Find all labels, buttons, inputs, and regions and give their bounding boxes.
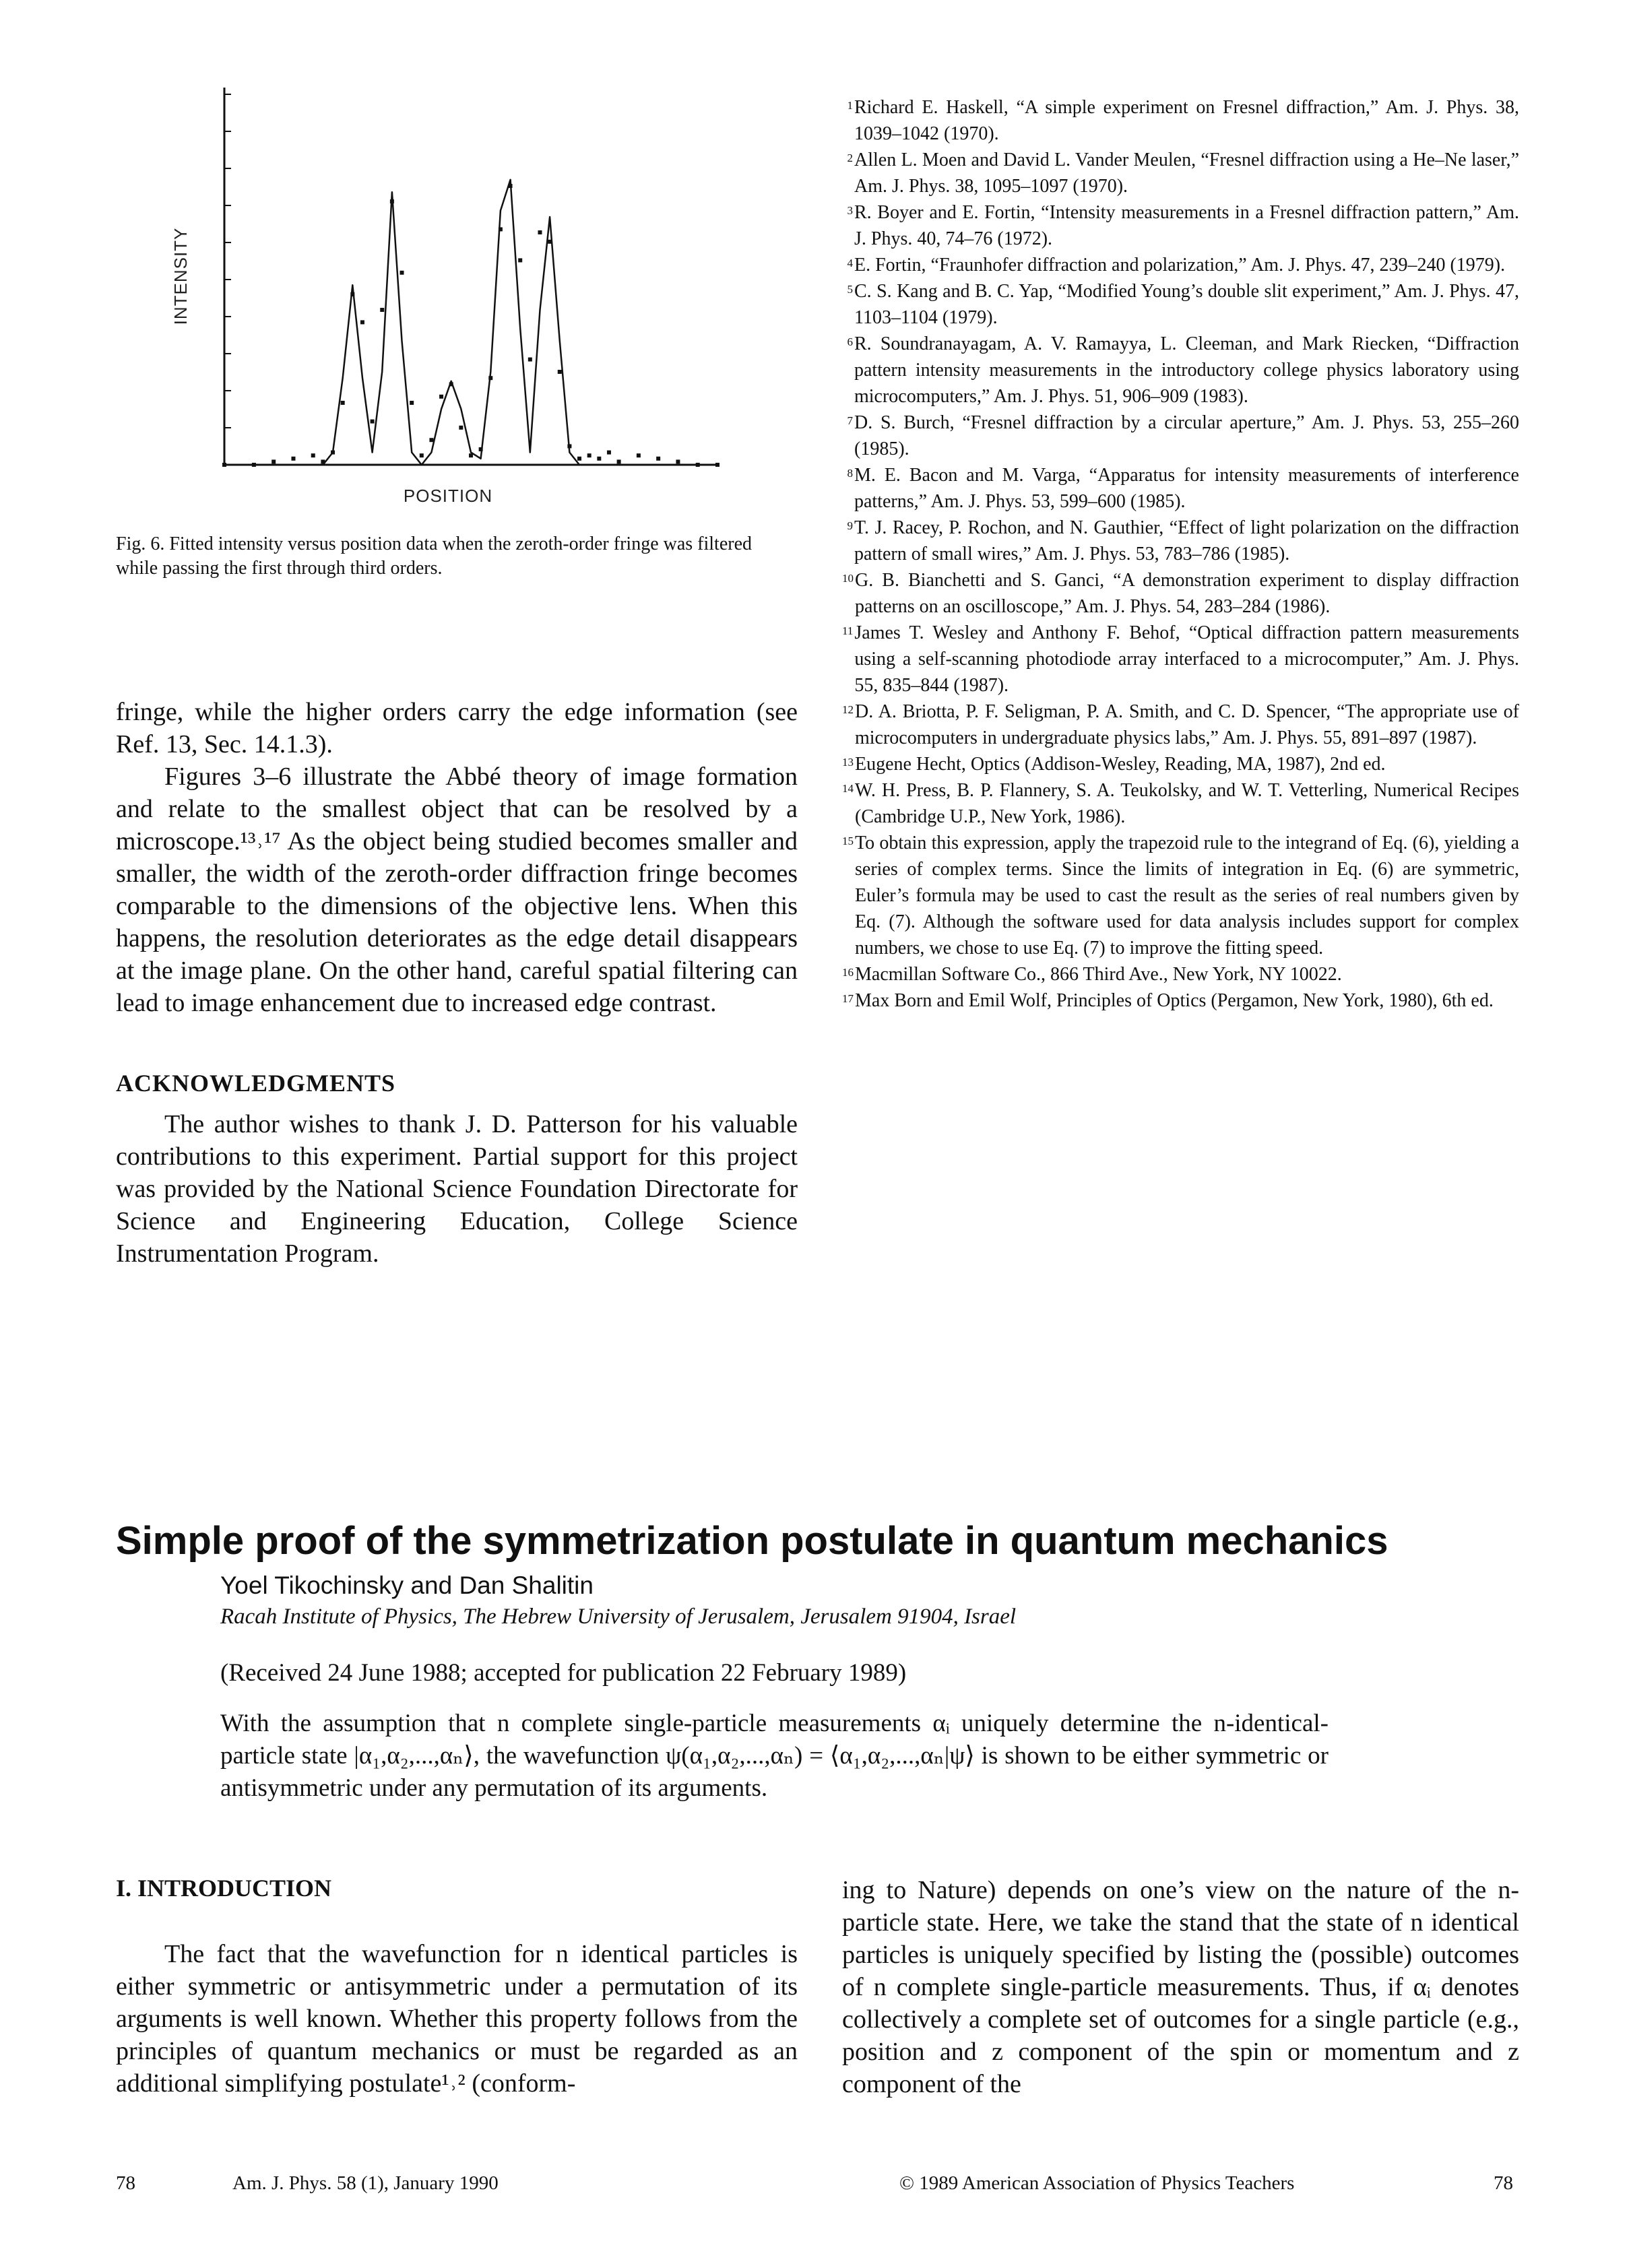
fitted-curve — [224, 180, 717, 465]
reference-item — [842, 278, 1519, 331]
reference-text: D. A. Briotta, P. F. Seligman, P. A. Smith, and C. D. Spencer, “The appropriate use of microcomputers in undergraduate physics labs,” Am. J. Phys. 55, 891–897 (1987). — [855, 701, 1519, 748]
reference-number: 12 — [842, 703, 854, 716]
page-number-left: 78 — [116, 2172, 135, 2194]
reference-item — [842, 147, 1519, 199]
data-point — [410, 401, 414, 405]
reference-item — [842, 961, 1519, 987]
introduction-left-column — [116, 1938, 798, 2100]
acknowledgments-heading: ACKNOWLEDGMENTS — [116, 1070, 396, 1097]
introduction-paragraph: The fact that the wavefunction for n identical particles is either symmetric or antisymmetric under a permutation of its arguments is well known. Whether this property follows from the principles of quantum mechanics or must be regarded as an additional simplifying postulate¹˒² (conform- — [116, 1940, 798, 2098]
y-axis-label: INTENSITY — [170, 227, 191, 325]
reference-text: James T. Wesley and Anthony F. Behof, “Optical diffraction pattern measurements using a self-scanning photodiode array interfaced to a microcomputer,” Am. J. Phys. 55, 835–844 (1987). — [854, 622, 1519, 696]
data-point — [459, 426, 463, 430]
reference-number: 9 — [847, 519, 853, 532]
data-point — [577, 457, 581, 461]
article-affiliation: Racah Institute of Physics, The Hebrew University of Jerusalem, Jerusalem 91904, Israel — [220, 1605, 1017, 1629]
reference-number: 6 — [847, 335, 853, 348]
reference-number: 8 — [847, 467, 853, 480]
reference-number: 16 — [842, 966, 854, 979]
reference-number: 7 — [847, 414, 853, 427]
data-point — [528, 358, 532, 362]
data-point — [400, 271, 404, 275]
series-layer — [222, 180, 719, 467]
reference-number: 17 — [842, 992, 854, 1005]
reference-text: To obtain this expression, apply the trapezoid rule to the integrand of Eq. (6), yielding a series of complex terms. Since the limits of integration in Eq. (6) are symmetric, Euler’s formula may be used to cast the result as the series of real numbers given by Eq. (7). Although the software used for data analysis includes support for complex numbers, we chose to use Eq. (7) to improve the fitting speed. — [855, 833, 1519, 959]
reference-number: 3 — [847, 204, 853, 217]
copyright-notice: © 1989 American Association of Physics Teachers — [899, 2172, 1295, 2194]
introduction-right-column — [842, 1874, 1519, 2100]
paragraph-abbe-theory: Figures 3–6 illustrate the Abbé theory of image formation and relate to the smallest object that can be resolved by a microscope.¹³˒¹⁷ As the object being studied becomes smaller and smaller, the width of the zeroth-order diffraction fringe becomes comparable to the dimensions of the objective lens. When this happens, the resolution deteriorates as the edge detail disappears at the image plane. On the other hand, careful spatial filtering can lead to image enhancement due to increased edge contrast. — [116, 763, 798, 1017]
data-point — [380, 308, 384, 312]
reference-item — [842, 751, 1519, 777]
figure-intensity-plot — [145, 81, 731, 512]
reference-number: 5 — [847, 283, 853, 296]
x-axis-label: POSITION — [403, 486, 493, 506]
data-point — [439, 395, 443, 399]
reference-text: M. E. Bacon and M. Varga, “Apparatus for intensity measurements of interference patterns,” Am. J. Phys. 53, 599–600 (1985). — [854, 465, 1519, 512]
data-point — [311, 453, 315, 457]
introduction-continuation: ing to Nature) depends on one’s view on the nature of the n-particle state. Here, we take the stand that the state of n identical particles is uniquely specified by listing the (possible) outcomes of n complete single-particle measurements. Thus, if αᵢ denotes collectively a complete set of outcomes for a single particle (e.g., position and z component of the spin or momentum and z component of the — [842, 1876, 1519, 2098]
article-title: Simple proof of the symmetrization postulate in quantum mechanics — [116, 1519, 1388, 1563]
reference-number: 14 — [842, 782, 854, 795]
data-point — [587, 453, 591, 457]
reference-number: 15 — [842, 835, 854, 847]
reference-text: C. S. Kang and B. C. Yap, “Modified Young’s double slit experiment,” Am. J. Phys. 47, 1103–1104 (1979). — [854, 281, 1519, 328]
reference-text: Macmillan Software Co., 866 Third Ave., New York, NY 10022. — [855, 964, 1342, 985]
article-authors: Yoel Tikochinsky and Dan Shalitin — [220, 1572, 594, 1599]
data-point — [360, 320, 364, 324]
data-point — [538, 230, 542, 234]
reference-item — [842, 699, 1519, 751]
reference-text: W. H. Press, B. P. Flannery, S. A. Teukolsky, and W. T. Vetterling, Numerical Recipes (Cambridge U.P., New York, 1986). — [855, 780, 1519, 827]
data-point — [617, 459, 621, 463]
reference-item — [842, 830, 1519, 961]
reference-text: Eugene Hecht, Optics (Addison-Wesley, Reading, MA, 1987), 2nd ed. — [855, 754, 1386, 775]
data-point — [271, 459, 276, 463]
data-point — [637, 453, 641, 457]
reference-item — [842, 252, 1519, 278]
data-point — [558, 370, 562, 374]
reference-text: Richard E. Haskell, “A simple experiment on Fresnel diffraction,” Am. J. Phys. 38, 1039–1042 (1970). — [854, 97, 1519, 144]
data-point — [676, 459, 680, 463]
data-point — [420, 453, 424, 457]
reference-item — [842, 410, 1519, 462]
references-list — [842, 94, 1519, 1014]
article-abstract: With the assumption that n complete single-particle measurements αᵢ uniquely determine the n-identical-particle state |α₁,α₂,...,αₙ⟩, the wavefunction ψ(α₁,α₂,...,αₙ) = ⟨α₁,α₂,...,αₙ|ψ⟩ is shown to be either symmetric or antisymmetric under any permutation of its arguments. — [220, 1710, 1329, 1802]
reference-number: 4 — [847, 257, 853, 269]
data-point — [597, 457, 601, 461]
reference-text: Allen L. Moen and David L. Vander Meulen, “Fresnel diffraction using a He–Ne laser,” Am. J. Phys. 38, 1095–1097 (1970). — [854, 150, 1519, 197]
reference-number: 2 — [847, 152, 853, 164]
figure-caption: Fig. 6. Fitted intensity versus position data when the zeroth-order fringe was filtered while passing the first through third orders. — [116, 533, 753, 579]
reference-item — [842, 777, 1519, 830]
reference-number: 10 — [842, 572, 854, 585]
reference-item — [842, 515, 1519, 567]
intensity-chart — [145, 81, 731, 512]
paragraph-fringe: fringe, while the higher orders carry the edge information (see Ref. 13, Sec. 14.1.3). — [116, 698, 798, 758]
page-number-right: 78 — [1494, 2172, 1513, 2194]
reference-item — [842, 620, 1519, 699]
data-point — [341, 401, 345, 405]
reference-item — [842, 199, 1519, 252]
acknowledgments-text — [116, 1108, 798, 1270]
reference-text: D. S. Burch, “Fresnel diffraction by a circular aperture,” Am. J. Phys. 53, 255–260 (1985). — [854, 412, 1519, 459]
data-point — [371, 420, 375, 424]
reference-number: 1 — [847, 99, 853, 112]
reference-number: 13 — [842, 756, 854, 769]
data-point — [518, 258, 522, 262]
data-point — [291, 457, 295, 461]
data-point — [656, 457, 660, 461]
reference-item — [842, 567, 1519, 620]
data-point — [429, 438, 433, 442]
acknowledgments-paragraph: The author wishes to thank J. D. Patterson for his valuable contributions to this experiment. Partial support for this project was provided by the National Science Foundation Directorate for Science and Engineering Education, College Science Instrumentation Program. — [116, 1110, 798, 1268]
data-point — [607, 451, 611, 455]
reference-text: R. Boyer and E. Fortin, “Intensity measurements in a Fresnel diffraction pattern,” Am. J. Phys. 40, 74–76 (1972). — [854, 202, 1519, 249]
reference-text: E. Fortin, “Fraunhofer diffraction and polarization,” Am. J. Phys. 47, 239–240 (1979). — [854, 255, 1506, 276]
reference-item — [842, 987, 1519, 1014]
reference-text: Max Born and Emil Wolf, Principles of Optics (Pergamon, New York, 1980), 6th ed. — [855, 990, 1494, 1011]
reference-item — [842, 462, 1519, 515]
received-date: (Received 24 June 1988; accepted for publication 22 February 1989) — [220, 1659, 907, 1687]
journal-citation: Am. J. Phys. 58 (1), January 1990 — [232, 2172, 499, 2194]
reference-item — [842, 331, 1519, 410]
reference-text: T. J. Racey, P. Rochon, and N. Gauthier, “Effect of light polarization on the diffraction pattern of small wires,” Am. J. Phys. 53, 783–786 (1985). — [854, 517, 1519, 564]
reference-item — [842, 94, 1519, 147]
reference-text: G. B. Bianchetti and S. Ganci, “A demonstration experiment to display diffraction patterns on an oscilloscope,” Am. J. Phys. 54, 283–284 (1986). — [855, 570, 1519, 617]
introduction-heading: I. INTRODUCTION — [116, 1875, 332, 1902]
reference-number: 11 — [842, 624, 854, 637]
left-column-text — [116, 696, 798, 1019]
reference-text: R. Soundranayagam, A. V. Ramayya, L. Cleeman, and Mark Riecken, “Diffraction pattern intensity measurements in the introductory college physics laboratory using microcomputers,” Am. J. Phys. 51, 906–909 (1983). — [854, 333, 1519, 407]
